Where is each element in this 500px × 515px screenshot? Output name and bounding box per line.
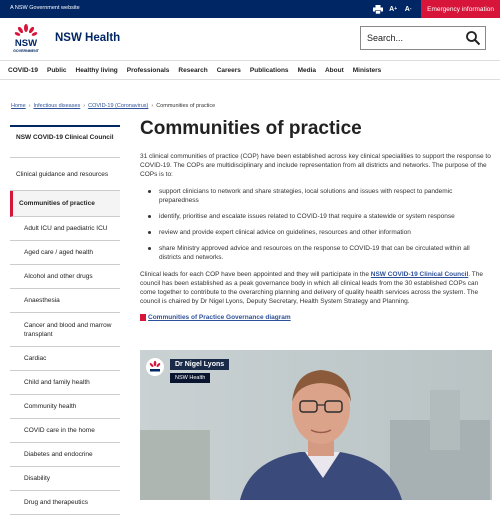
sidebar-item-aged-care[interactable]: Aged care / aged health xyxy=(10,241,120,265)
nav-item-public[interactable]: Public xyxy=(46,66,67,74)
site-header xyxy=(0,18,500,60)
sidebar-item-anaesthesia[interactable]: Anaesthesia xyxy=(10,289,120,313)
list-item: share Ministry approved advice and resources on the response to COVID-19 that can be circulated within all districts and networks. xyxy=(148,244,492,262)
sidebar-item-covid-care-home[interactable]: COVID care in the home xyxy=(10,419,120,443)
sidebar-item-cardiac[interactable]: Cardiac xyxy=(10,347,120,371)
breadcrumb-separator-icon: › xyxy=(28,103,31,109)
top-tools xyxy=(372,0,500,18)
clinical-council-link[interactable]: NSW COVID-19 Clinical Council xyxy=(370,271,469,278)
nsw-government-logo[interactable] xyxy=(11,24,41,54)
search-input[interactable] xyxy=(367,33,463,43)
main-content xyxy=(140,118,492,333)
printer-icon[interactable] xyxy=(372,3,384,15)
video-speaker-name: Dr Nigel Lyons xyxy=(170,359,229,370)
main-navigation xyxy=(0,60,500,80)
emergency-information-button[interactable]: Emergency information xyxy=(421,0,500,18)
svg-text:NSW: NSW xyxy=(14,38,38,49)
list-item: identify, prioritise and escalate issues related to COVID-19 that require a statewide or system response xyxy=(148,212,492,221)
svg-text:GOVERNMENT: GOVERNMENT xyxy=(13,49,39,53)
nav-item-covid-19[interactable]: COVID-19 xyxy=(8,66,38,74)
sidebar-item-communities-of-practice[interactable]: Communities of practice xyxy=(10,191,120,217)
sidebar xyxy=(10,125,120,515)
nav-item-publications[interactable]: Publications xyxy=(249,66,289,74)
governance-diagram-label[interactable]: Communities of Practice Governance diagram xyxy=(148,314,291,321)
list-item: support clinicians to network and share strategies, local solutions and issues with respect to pandemic preparedness xyxy=(148,187,492,205)
nav-item-about[interactable]: About xyxy=(324,66,344,74)
page-title: Communities of practice xyxy=(140,118,362,139)
government-top-bar xyxy=(0,0,500,18)
breadcrumb-home[interactable]: Home xyxy=(11,103,26,109)
nav-item-careers[interactable]: Careers xyxy=(216,66,241,74)
sidebar-item-disability[interactable]: Disability xyxy=(10,467,120,491)
breadcrumb-separator-icon: › xyxy=(83,103,86,109)
list-item: review and provide expert clinical advice on guidelines, resources and other information xyxy=(148,228,492,237)
nav-item-research[interactable]: Research xyxy=(178,66,208,74)
nsw-health-video-logo xyxy=(146,358,164,376)
nav-item-professionals[interactable]: Professionals xyxy=(126,66,170,74)
intro-paragraph: 31 clinical communities of practice (COP) have been established across key clinical specialities to support the response to COVID-19. The COPs are multidisciplinary and include representation from all districts and networks. The purpose of the COPs is to: xyxy=(140,153,491,178)
sidebar-title[interactable]: NSW COVID-19 Clinical Council xyxy=(10,125,120,158)
video-player[interactable] xyxy=(140,350,492,500)
sidebar-item-community-health[interactable]: Community health xyxy=(10,395,120,419)
gov-website-label: A NSW Government website xyxy=(10,5,80,11)
sidebar-item-alcohol-drugs[interactable]: Alcohol and other drugs xyxy=(10,265,120,289)
video-speaker-org: NSW Health xyxy=(170,373,210,383)
sidebar-item-clinical-guidance[interactable]: Clinical guidance and resources xyxy=(10,158,120,191)
breadcrumb xyxy=(11,103,215,109)
breadcrumb-covid-19[interactable]: COVID-19 (Coronavirus) xyxy=(88,103,149,109)
sidebar-item-child-family[interactable]: Child and family health xyxy=(10,371,120,395)
breadcrumb-current: Communities of practice xyxy=(156,103,216,109)
sidebar-item-diabetes[interactable]: Diabetes and endocrine xyxy=(10,443,120,467)
breadcrumb-infectious-diseases[interactable]: Infectious diseases xyxy=(33,103,81,109)
breadcrumb-separator-icon: › xyxy=(151,103,154,109)
sidebar-item-drug-therapeutics[interactable]: Drug and therapeutics xyxy=(10,491,120,515)
pdf-icon xyxy=(140,314,146,321)
site-brand-title[interactable]: NSW Health xyxy=(55,32,121,44)
nav-item-healthy-living[interactable]: Healthy living xyxy=(75,66,118,74)
nav-item-media[interactable]: Media xyxy=(297,66,316,74)
council-text-pre: Clinical leads for each COP have been appointed and they will participate in the xyxy=(140,271,371,278)
council-paragraph xyxy=(140,270,492,306)
nav-item-ministers[interactable]: Ministers xyxy=(352,66,382,74)
sidebar-item-adult-icu[interactable]: Adult ICU and paediatric ICU xyxy=(10,217,120,241)
governance-diagram-link[interactable] xyxy=(140,314,492,321)
search-box xyxy=(360,26,486,50)
search-icon[interactable] xyxy=(465,30,481,46)
council-text-post: . The council has been established as a peak governance body in which all clinical leads from the 30 established COPs can come together to contribute to the overarching planning and delivery of quality health services across the system. The council is chaired by Dr Nigel Lyons, Deputy Secretary, Health System Strategy and Planning. xyxy=(140,271,483,305)
decrease-text-icon[interactable]: A - xyxy=(404,5,412,13)
purpose-list xyxy=(148,187,492,262)
increase-text-icon[interactable]: A + xyxy=(389,5,398,13)
sidebar-item-cancer[interactable]: Cancer and blood and marrow transplant xyxy=(10,313,120,347)
